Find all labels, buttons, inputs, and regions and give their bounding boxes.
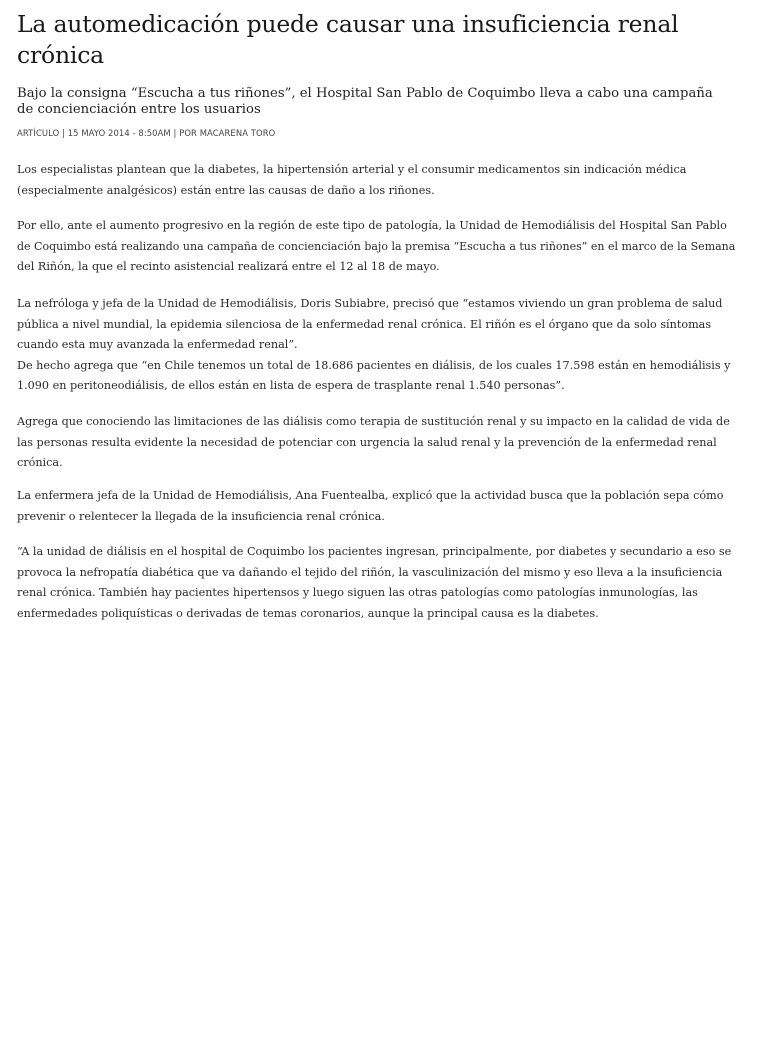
article-subheadline: Bajo la consigna “Escucha a tus riñones”, el Hospital San Pablo de Coquimbo lleva a cabo una campaña de concienciación entre los usuarios [17, 86, 713, 117]
paragraph-line: las personas resulta evidente la necesidad de potenciar con urgencia la salud renal y la prevención de la enfermedad renal [17, 435, 717, 449]
paragraph-line: La enfermera jefa de la Unidad de Hemodiálisis, Ana Fuentealba, explicó que la actividad busca que la población sepa cómo [17, 489, 724, 502]
paragraph-line: 1.090 en peritoneodiálisis, de ellos están en lista de espera de trasplante renal 1.540 personas”. [17, 379, 565, 392]
paragraph-line: del Riñón, la que el recinto asistencial realizará entre el 12 al 18 de mayo. [17, 260, 440, 273]
article-paragraph-3 [17, 294, 735, 397]
paragraph-line: de Coquimbo está realizando una campaña de concienciación bajo la premisa “Escucha a tus riñones” en el marco de la Semana [17, 239, 736, 253]
article-paragraph-5 [17, 486, 735, 527]
article-paragraph-6 [17, 542, 735, 624]
paragraph-line: La nefróloga y jefa de la Unidad de Hemodiálisis, Doris Subiabre, precisó que “estamos viviendo un gran problema de salud [17, 297, 723, 310]
paragraph-line: prevenir o relentecer la llegada de la insuficiencia renal crónica. [17, 509, 385, 523]
article-headline: La automedicación puede causar una insuficiencia renal crónica [17, 10, 679, 69]
paragraph-line: Agrega que conociendo las limitaciones de las diálisis como terapia de sustitución renal y su impacto en la calidad de vida de [17, 415, 730, 428]
paragraph-line: Por ello, ante el aumento progresivo en la región de este tipo de patología, la Unidad de Hemodiálisis del Hospital San Pablo [17, 219, 727, 232]
paragraph-line: “A la unidad de diálisis en el hospital de Coquimbo los pacientes ingresan, principalmente, por diabetes y secundario a eso se [17, 545, 732, 558]
article-paragraph-4 [17, 412, 735, 474]
paragraph-line: cuando esta muy avanzada la enfermedad renal”. [17, 338, 298, 351]
paragraph-line: Los especialistas plantean que la diabetes, la hipertensión arterial y el consumir medicamentos sin indicación médica [17, 163, 687, 176]
paragraph-line: provoca la nefropatía diabética que va dañando el tejido del riñón, la vasculinización del mismo y eso lleva a la insuficiencia [17, 565, 723, 579]
paragraph-line: (especialmente analgésicos) están entre las causas de daño a los riñones. [17, 183, 435, 197]
paragraph-line: De hecho agrega que “en Chile tenemos un total de 18.686 pacientes en diálisis, de los cuales 17.598 están en hemodiálisis y [17, 358, 731, 372]
paragraph-line: crónica. [17, 456, 63, 469]
article-byline: ARTÍCULO | 15 MAYO 2014 - 8:50AM | POR MACARENA TORO [17, 128, 276, 138]
paragraph-line: enfermedades poliquísticas o derivadas de temas coronarios, aunque la principal causa es la diabetes. [17, 606, 599, 620]
paragraph-line: pública a nivel mundial, la epidemia silenciosa de la enfermedad renal crónica. El riñón es el órgano que da solo síntomas [17, 317, 712, 331]
paragraph-line: renal crónica. También hay pacientes hipertensos y luego siguen las otras patologías como patologías inmunologías, las [17, 586, 698, 599]
article-paragraph-2 [17, 216, 735, 278]
article-paragraph-1 [17, 160, 735, 201]
